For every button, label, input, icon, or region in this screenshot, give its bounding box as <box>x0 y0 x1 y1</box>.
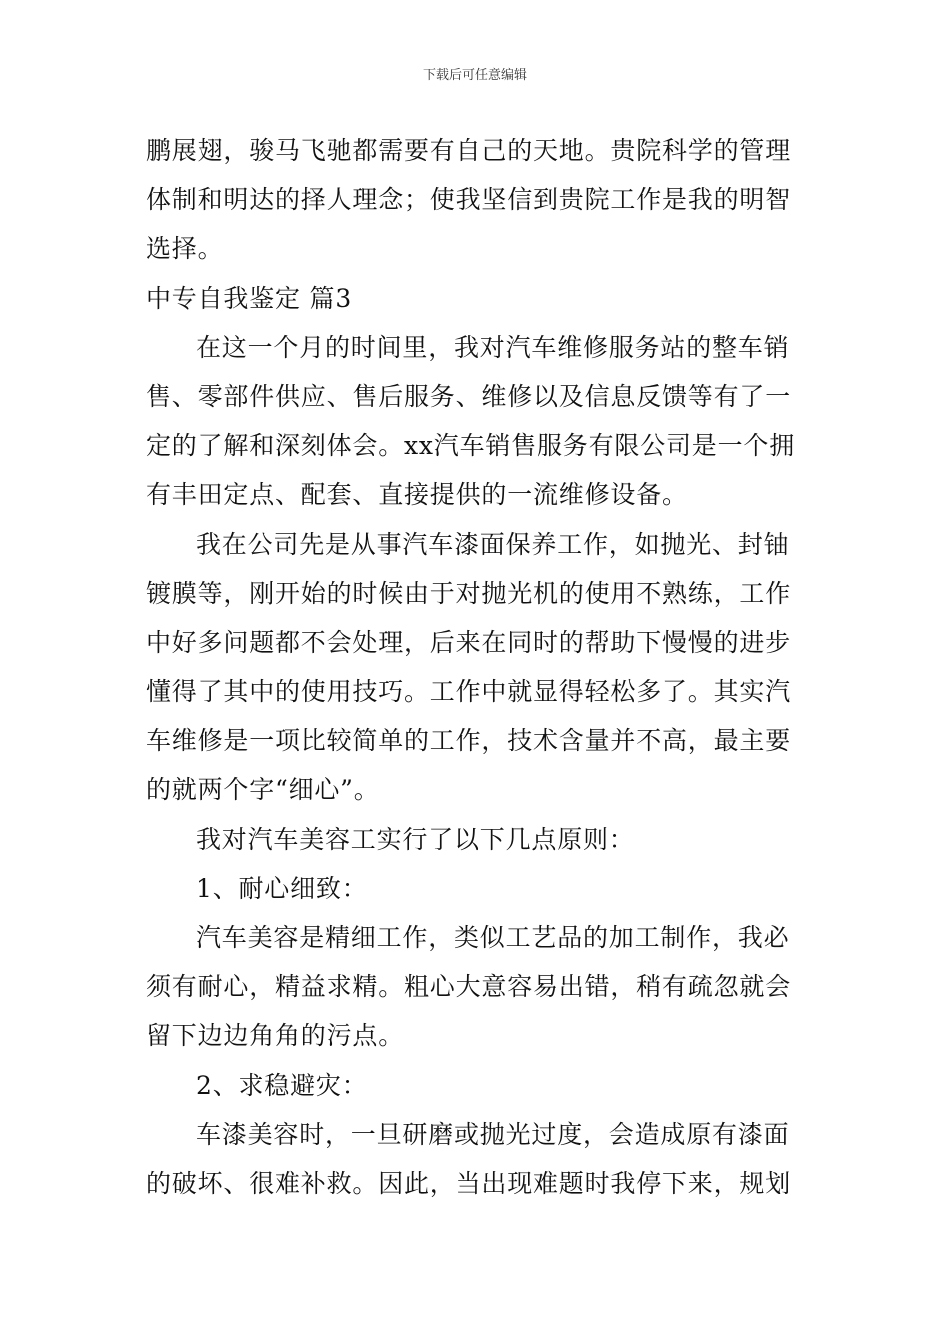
text-line: 的破坏、很难补救。因此，当出现难题时我停下来，规划 <box>146 1168 792 1198</box>
text-line: 鹏展翅，骏马飞驰都需要有自己的天地。贵院科学的管理 <box>146 136 792 165</box>
text-line: 须有耐心，精益求精。粗心大意容易出错，稍有疏忽就会 <box>146 972 792 1002</box>
text-line: 懂得了其中的使用技巧。工作中就显得轻松多了。其实汽 <box>146 677 792 707</box>
text-line: 我在公司先是从事汽车漆面保养工作，如抛光、封铀 <box>196 529 790 559</box>
paragraph <box>146 126 808 274</box>
text-line: 留下边边角角的污点。 <box>146 1021 405 1051</box>
page-header: 下载后可任意编辑 <box>422 68 527 83</box>
text-line: 有丰田定点、配套、直接提供的一流维修设备。 <box>146 480 688 510</box>
text-line: 镀膜等，刚开始的时候由于对抛光机的使用不熟练，工作 <box>146 578 792 608</box>
text-line: 车漆美容时，一旦研磨或抛光过度，会造成原有漆面 <box>196 1119 790 1149</box>
text-line: 体制和明达的择人理念；使我坚信到贵院工作是我的明智 <box>146 185 792 215</box>
paragraph <box>146 913 808 1061</box>
text-line: 我对汽车美容工实行了以下几点原则： <box>196 824 635 854</box>
text-line: 1、耐心细致： <box>196 873 368 903</box>
text-line: 中好多问题都不会处理，后来在同时的帮助下慢慢的进步 <box>146 627 792 657</box>
document-body <box>146 126 808 1208</box>
text-line: 中专自我鉴定 篇3 <box>146 283 353 313</box>
paragraph <box>146 1110 808 1208</box>
text-line: 选择。 <box>146 234 224 264</box>
text-line: 的就两个字“细心”。 <box>146 775 380 805</box>
text-line: 售、零部件供应、售后服务、维修以及信息反馈等有了一 <box>146 381 792 411</box>
paragraph <box>146 274 808 323</box>
paragraph <box>146 1061 808 1110</box>
text-line: 2、求稳避灾： <box>196 1070 368 1100</box>
paragraph <box>146 323 808 520</box>
text-line: 定的了解和深刻体会。xx汽车销售服务有限公司是一个拥 <box>146 431 796 461</box>
paragraph <box>146 864 808 913</box>
paragraph <box>146 815 808 864</box>
text-line: 汽车美容是精细工作，类似工艺品的加工制作，我必 <box>196 923 790 952</box>
text-line: 在这一个月的时间里，我对汽车维修服务站的整车销 <box>196 332 790 362</box>
text-line: 车维修是一项比较简单的工作，技术含量并不高，最主要 <box>146 726 792 756</box>
paragraph <box>146 520 808 815</box>
